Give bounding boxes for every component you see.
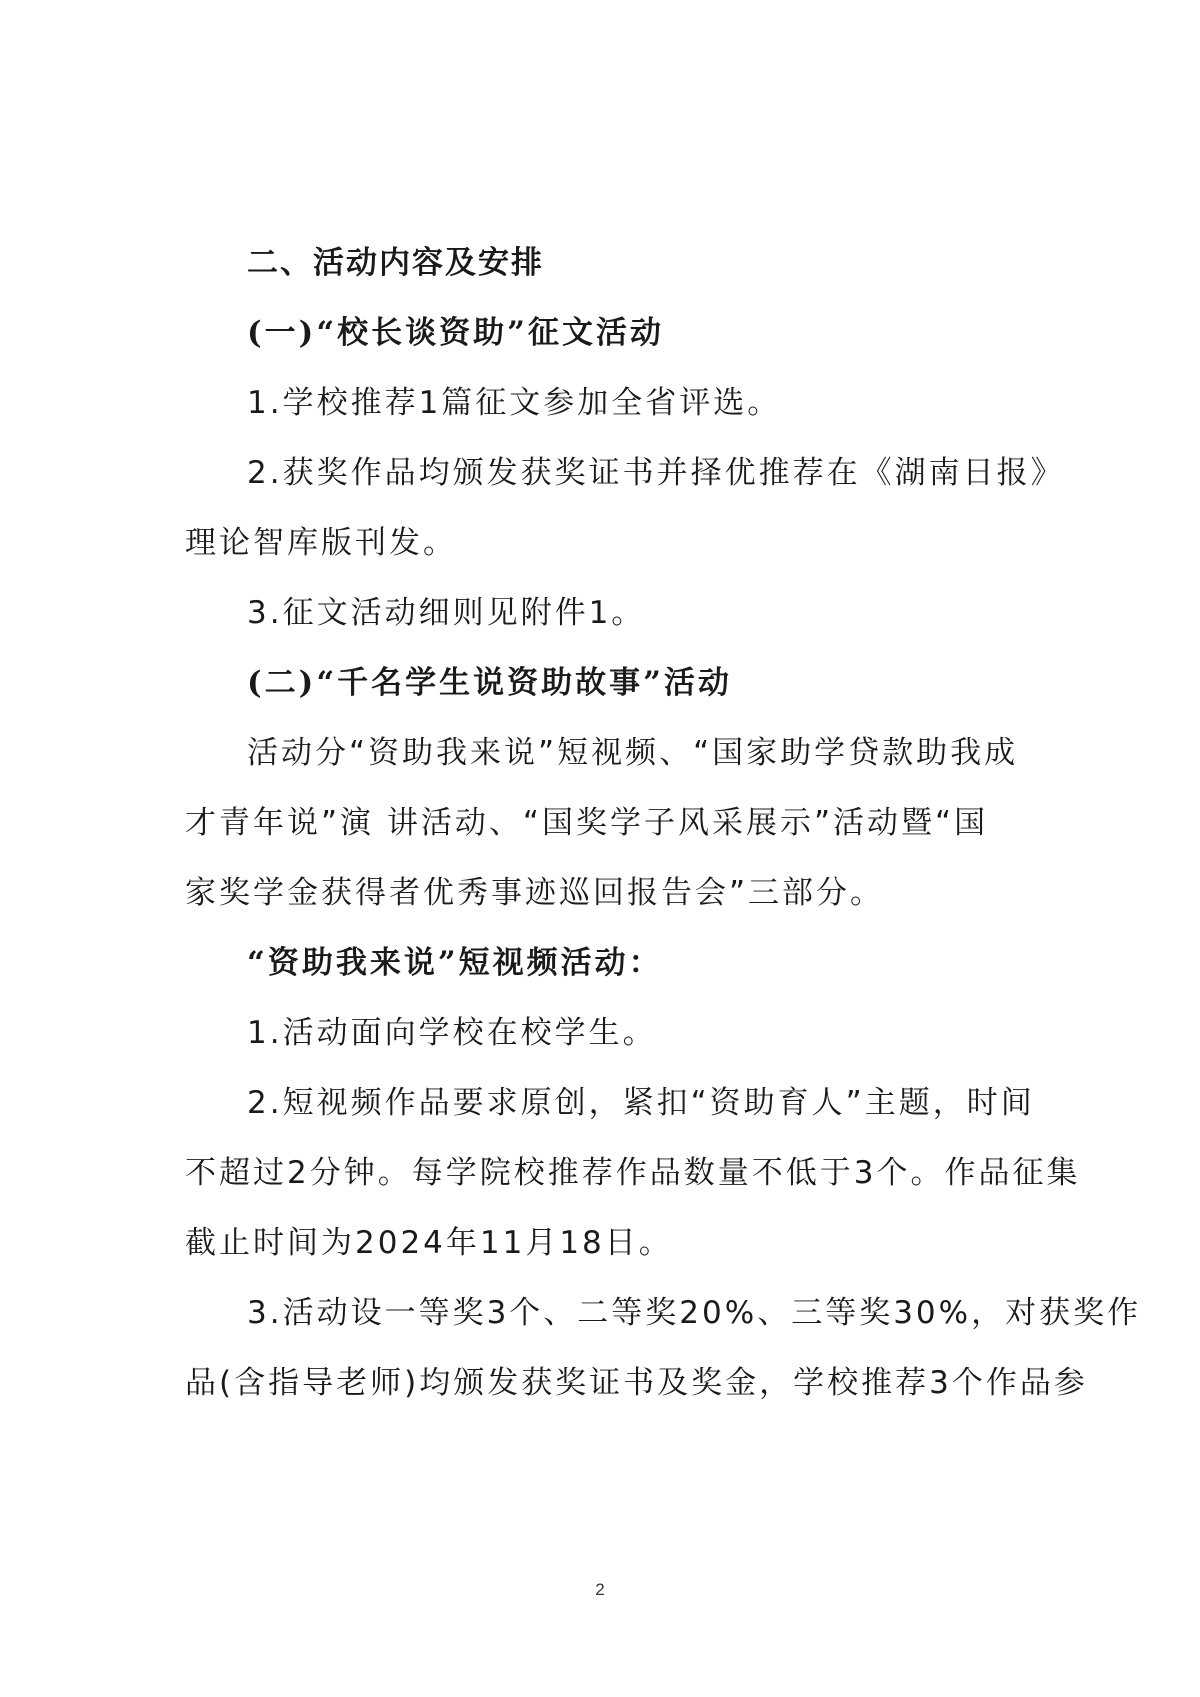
paragraph-line: 3.活动设一等奖3个、二等奖20%、三等奖30%，对获奖作: [247, 1295, 1142, 1331]
section-heading: 二、活动内容及安排: [247, 245, 544, 281]
paragraph-line: 家奖学金获得者优秀事迹巡回报告会”三部分。: [185, 875, 885, 911]
paragraph-line: 2.获奖作品均颁发获奖证书并择优推荐在《湖南日报》: [247, 455, 1065, 491]
paragraph-line: 理论智库版刊发。: [185, 525, 457, 561]
paragraph-line: 截止时间为2024年11月18日。: [185, 1225, 673, 1261]
paragraph-line: 2.短视频作品要求原创，紧扣“资助育人”主题，时间: [247, 1085, 1035, 1121]
subsection-1-title: (一)“校长谈资助”征文活动: [247, 315, 664, 351]
paragraph-line: 活动分“资助我来说”短视频、“国家助学贷款助我成: [247, 735, 1019, 771]
video-activity-heading: “资助我来说”短视频活动：: [247, 945, 663, 981]
page-number: 2: [595, 1580, 605, 1599]
subsection-2-title: (二)“千名学生说资助故事”活动: [247, 665, 732, 701]
paragraph-line: 不超过2分钟。每学院校推荐作品数量不低于3个。作品征集: [185, 1155, 1081, 1191]
paragraph-line: 才青年说”演 讲活动、“国奖学子风采展示”活动暨“国: [185, 805, 989, 841]
paragraph-line: 品(含指导老师)均颁发获奖证书及奖金，学校推荐3个作品参: [185, 1365, 1088, 1401]
paragraph-line: 1.学校推荐1篇征文参加全省评选。: [247, 385, 782, 421]
paragraph-line: 3.征文活动细则见附件1。: [247, 595, 646, 631]
paragraph-line: 1.活动面向学校在校学生。: [247, 1015, 657, 1051]
